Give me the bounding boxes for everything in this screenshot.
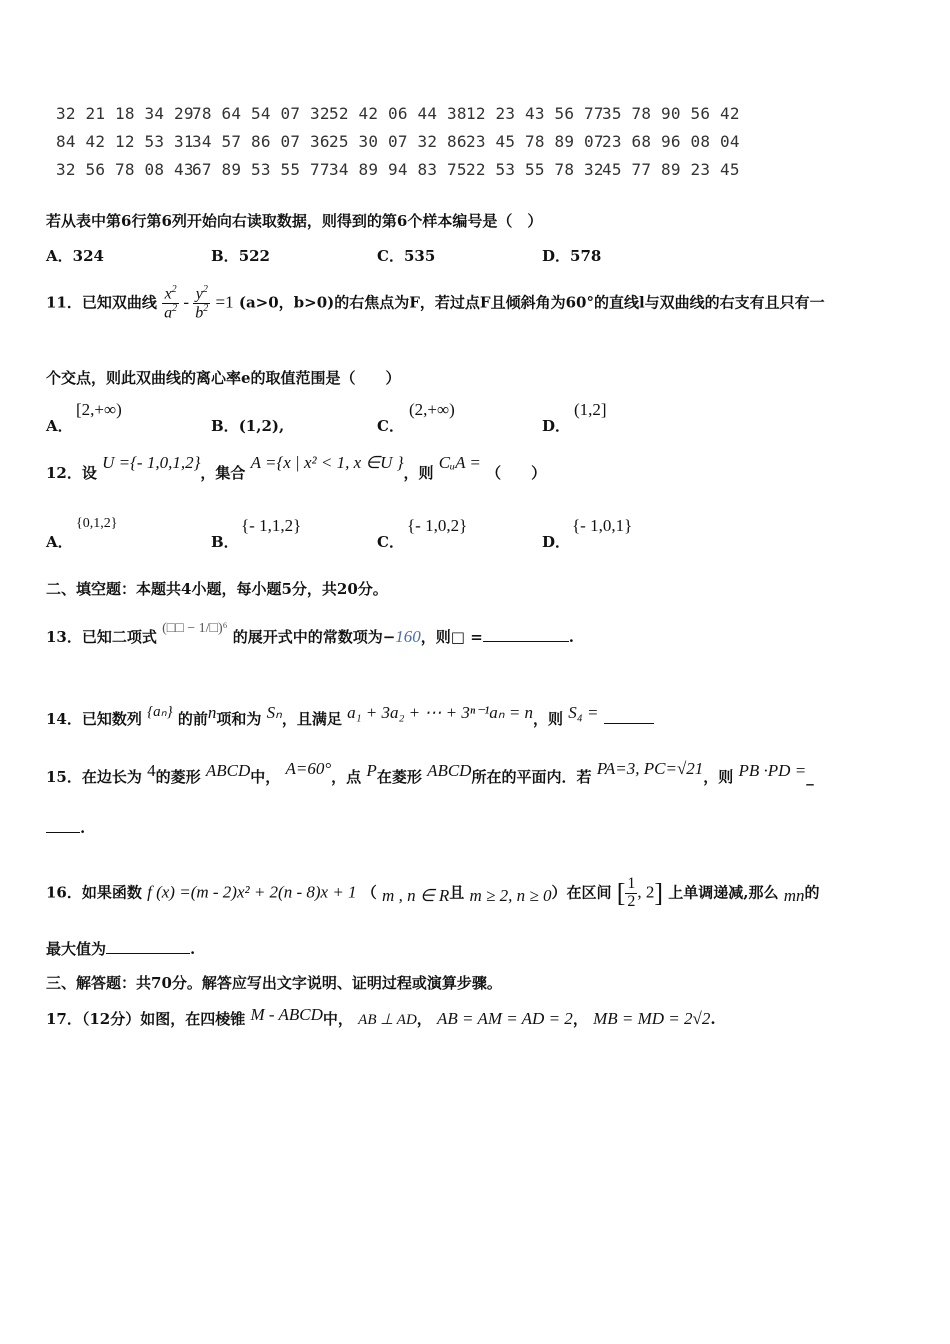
option-label: C． (377, 533, 404, 551)
var-n: n (207, 703, 217, 722)
q15-text: ，则 (703, 768, 734, 786)
interval-fraction (625, 876, 637, 911)
option-value: (1,2] (574, 400, 607, 419)
q15-text: 所在的平面内．若 (471, 768, 592, 786)
question-15-line1 (46, 759, 814, 787)
q17-text: （12分）如图，在四棱锥 (81, 1010, 246, 1028)
q17-text: 中， (322, 1010, 353, 1028)
q14-text: 的前 (177, 710, 208, 728)
q11-prefix: 已知双曲线 (81, 293, 157, 312)
variables-domain: m , n ∈ R (382, 886, 450, 906)
q16-end: . (190, 940, 196, 958)
table-cell: 23 45 78 89 07 (466, 132, 604, 151)
q14-text: ，且满足 (281, 710, 342, 728)
option-label: D． (542, 533, 571, 551)
product-mn: mn (783, 886, 805, 906)
q14-text: 项和为 (216, 710, 262, 728)
option-value: 535 (403, 247, 436, 265)
option-label: A． (46, 417, 73, 435)
option-value: 578 (570, 247, 602, 265)
question-number: 15． (46, 768, 82, 786)
q14-text: ，则 (533, 710, 564, 728)
option-value: (2,+∞) (409, 400, 455, 419)
section-2-heading: 二、填空题：本题共4小题，每小题5分，共20分。 (46, 580, 388, 598)
option-label: A． (46, 247, 73, 265)
q12-text: ，则 (403, 464, 434, 482)
q13-end: . (568, 628, 574, 646)
answer-blank[interactable] (604, 709, 654, 724)
question-12 (46, 453, 547, 483)
option-value: {0,1,2} (76, 516, 118, 531)
dot-product-expression: PB ·PD = (738, 761, 807, 780)
q14-text: 已知数列 (81, 710, 142, 728)
fraction-x2-a2: $\frac{x^2}{a^2}$ (164, 284, 178, 322)
question-number: 12． (46, 464, 82, 482)
var-b: b (195, 304, 204, 322)
table-cell: 78 64 54 07 32 (192, 104, 330, 123)
option-label: D． (542, 247, 571, 265)
option-label: A． (46, 533, 73, 551)
option-label: B． (211, 533, 239, 551)
option-value: (1,2), (238, 417, 285, 435)
q15-text: 的菱形 (155, 768, 201, 786)
question-16-line1: 16．如果函数 f (x) =(m - 2)x² + 2(n - 8)x + 1 （ m , n ∈ R且 m ≥ 2, n ≥ 0）在区间 [ $\frac{1}{2}$ , 2] 上单调递减,那么 mn的 (46, 875, 820, 910)
q17-text: ， (572, 1010, 588, 1028)
side-length: 4 (147, 761, 156, 780)
table-cell: 52 42 06 44 38 (329, 104, 467, 123)
sequence-an: {aₙ} (147, 704, 173, 720)
question-number: 14． (46, 710, 82, 728)
set-a: A ={x | x² < 1, x ∈U } (250, 453, 404, 472)
answer-blank[interactable] (483, 627, 569, 642)
set-u: U ={- 1,0,1,2} (102, 453, 201, 472)
q16-text: 的 (804, 883, 820, 902)
fraction-y2-b2: $\frac{y^2}{b^2}$ (195, 284, 209, 322)
question-16-line2 (46, 938, 195, 959)
function-definition: f (x) =(m - 2)x² + 2(n - 8)x + 1 (147, 882, 357, 902)
q13-text: ，则□ = (420, 628, 483, 646)
q10-option-d (542, 245, 601, 266)
point-p: P (366, 761, 377, 780)
var-x: x (164, 285, 172, 303)
table-cell: 23 68 96 08 04 (602, 132, 740, 151)
q12-text: （ ） (486, 464, 547, 482)
option-label: C． (377, 247, 404, 265)
q16-text: 如果函数 (81, 883, 142, 902)
question-15-line2 (46, 818, 85, 837)
diagonal-lengths: MB = MD = 2√2 (593, 1009, 711, 1028)
table-cell: 32 21 18 34 29 (56, 104, 194, 123)
q16-text: 且 (449, 883, 465, 902)
constant-term: 160 (395, 627, 421, 646)
pyramid-name: M - ABCD (250, 1005, 323, 1024)
q16-text: 上单调递减,那么 (668, 883, 779, 902)
q13-text: 已知二项式 (81, 628, 157, 646)
var-y: y (195, 285, 203, 303)
sequence-condition: a₁ + 3a₂ + ⋯ + 3ⁿ⁻¹aₙ = n (347, 703, 534, 722)
question-17 (46, 1005, 716, 1029)
table-cell: 12 23 43 56 77 (466, 104, 604, 123)
q15-text: 在菱形 (376, 768, 422, 786)
q16-text: ）在区间 (551, 883, 612, 902)
option-value: {- 1,0,1} (572, 516, 633, 535)
option-value: [2,+∞) (76, 400, 122, 419)
rhombus-abcd: ABCD (205, 761, 251, 780)
option-label: B． (211, 417, 239, 435)
binomial-expression: (□□ − 1/□)⁶ (162, 621, 228, 636)
equation-tail: =1 (215, 292, 234, 312)
table-cell: 35 78 90 56 42 (602, 104, 740, 123)
option-value: 522 (238, 247, 270, 265)
question-10-stem: 若从表中第6行第6列开始向右读取数据，则得到的第6个样本编号是（ ） (46, 212, 543, 230)
q11-suffix: (a>0，b>0)的右焦点为F，若过点F且倾斜角为60°的直线l与双曲线的右支有且只有一 (238, 293, 825, 312)
q17-end: . (710, 1010, 716, 1028)
sum-sn: Sₙ (266, 703, 282, 722)
question-14 (46, 703, 654, 729)
question-number: 13． (46, 628, 82, 646)
complement-expr: CᵤA = (438, 453, 481, 472)
table-cell: 34 57 86 07 36 (192, 132, 330, 151)
table-cell: 32 56 78 08 43 (56, 160, 194, 179)
option-value: {- 1,1,2} (241, 516, 302, 535)
equal-lengths: AB = AM = AD = 2 (437, 1009, 573, 1028)
question-number: 16． (46, 883, 82, 902)
var-a: a (164, 304, 173, 322)
option-label: B． (211, 247, 239, 265)
table-cell: 45 77 89 23 45 (602, 160, 740, 179)
question-11-line2: 个交点，则此双曲线的离心率e的取值范围是（ ） (46, 369, 401, 387)
table-cell: 25 30 07 32 86 (329, 132, 467, 151)
table-cell: 84 42 12 53 31 (56, 132, 194, 151)
question-13 (46, 621, 574, 647)
angle-a: A=60° (285, 759, 332, 778)
question-number: 17． (46, 1010, 82, 1028)
option-value: {- 1,0,2} (407, 516, 468, 535)
distance-condition: PA=3, PC=√21 (596, 759, 704, 778)
table-cell: 34 89 94 83 75 (329, 160, 467, 179)
answer-blank[interactable] (106, 939, 190, 954)
q17-text: ， (416, 1010, 432, 1028)
q10-option-b (211, 245, 270, 266)
interval-numerator: 1 (627, 875, 636, 892)
option-label: D． (542, 417, 571, 435)
q16-line2: 最大值为 (46, 940, 107, 958)
perpendicular-condition: AB ⊥ AD (358, 1012, 417, 1028)
interval-right: , 2 (637, 882, 655, 902)
q16-text: （ (361, 883, 377, 902)
question-11-line1: 11．已知双曲线 $\frac{x^2}{a^2}$ - $\frac{y^2}{b^2}$ =1 (a>0，b>0)的右焦点为F，若过点F且倾斜角为60°的直线l与双曲线的右支有且只有一 (46, 284, 825, 322)
variable-conditions: m ≥ 2, n ≥ 0 (469, 886, 552, 906)
interval-denominator: 2 (627, 892, 636, 910)
option-label: C． (377, 417, 404, 435)
section-3-heading: 三、解答题：共70分。解答应写出文字说明、证明过程或演算步骤。 (46, 974, 502, 992)
s4-expression: S₄ = (568, 703, 599, 722)
q15-text: 在边长为 (81, 768, 142, 786)
q13-text: 的展开式中的常数项为− (232, 628, 396, 646)
question-number: 11． (46, 293, 82, 312)
table-cell: 22 53 55 78 32 (466, 160, 604, 179)
option-value: 324 (72, 247, 104, 265)
q15-tail: _ (806, 768, 814, 786)
rhombus-abcd: ABCD (427, 761, 472, 780)
q11-option-b (211, 415, 284, 436)
q15-text: 中， (250, 768, 281, 786)
q10-option-c (377, 245, 435, 266)
q15-end: . (80, 819, 86, 837)
q12-text: 设 (81, 464, 97, 482)
table-cell: 67 89 53 55 77 (192, 160, 330, 179)
q15-text: ，点 (331, 768, 362, 786)
q12-text: ，集合 (200, 464, 246, 482)
q10-option-a (46, 245, 104, 266)
answer-blank[interactable] (46, 818, 80, 833)
